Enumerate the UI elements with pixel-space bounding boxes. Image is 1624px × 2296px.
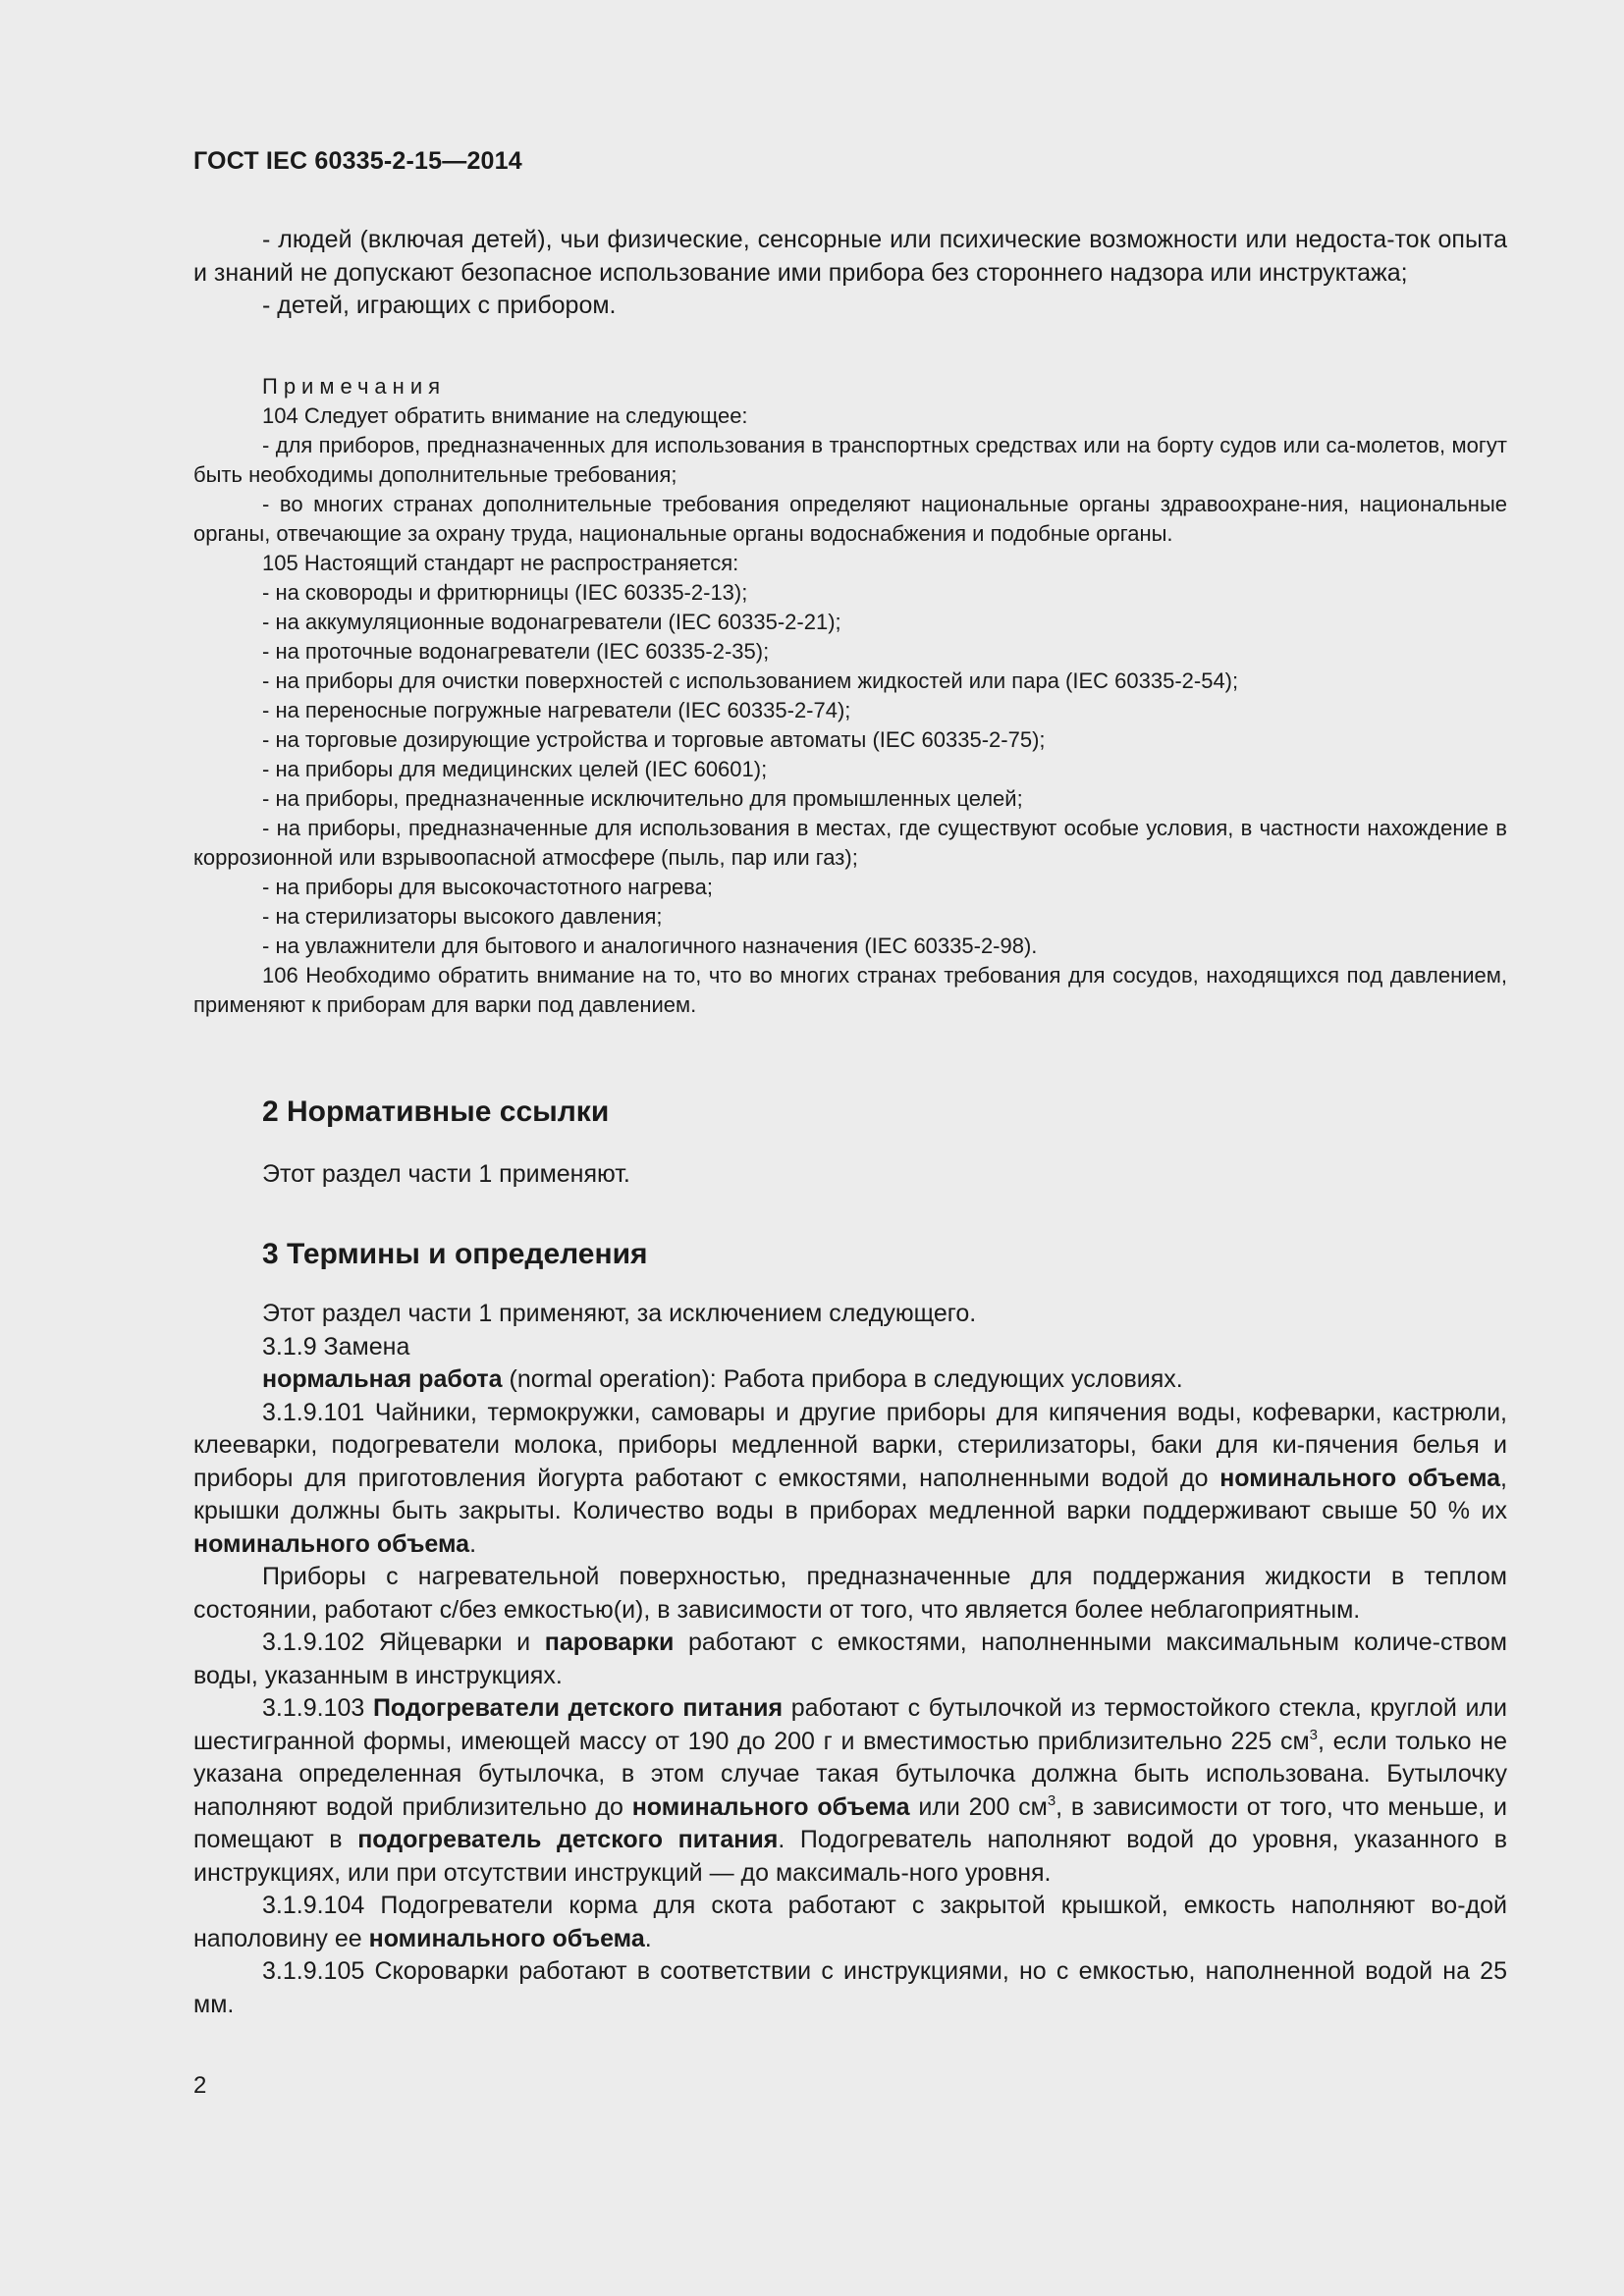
note-line: - на торговые дозирующие устройства и торговые автоматы (IEC 60335-2-75);	[262, 727, 1046, 752]
note-line: - на стерилизаторы высокого давления;	[262, 904, 663, 929]
section2-body	[193, 1158, 1507, 1192]
note-line: - на аккумуляционные водонагреватели (IEC 60335-2-21);	[262, 610, 841, 634]
notes-title: Примечания	[262, 374, 447, 399]
term-rated-volume: номинального объема	[631, 1792, 910, 1821]
paragraph-heating-surface: Приборы с нагревательной поверхностью, предназначенные для поддержания жидкости в теплом состоянии, работают с/без емкостью(и), в зависимости от того, что является более неблагоприятным.	[193, 1563, 1507, 1624]
intro-paragraph: - людей (включая детей), чьи физические, сенсорные или психические возможности или недоста-ток опыта и знаний не допускают безопасное использование ими прибора без стороннего надзора или инструктажа;	[193, 226, 1507, 287]
clause-title: 3.1.9 Замена	[262, 1332, 410, 1361]
term-baby-food-warmer: Подогреватели детского питания	[372, 1694, 784, 1722]
note-line: - на увлажнители для бытового и аналогичного назначения (IEC 60335-2-98).	[262, 934, 1038, 958]
document-header: ГОСТ IEC 60335-2-15—2014	[193, 147, 522, 175]
term-rated-volume: номинального объема	[368, 1924, 645, 1952]
note-line: 104 Следует обратить внимание на следующее:	[262, 403, 748, 428]
note-line: - во многих странах дополнительные требования определяют национальные органы здравоохране-ния, национальные органы, отвечающие за охрану труда, национальные органы водоснабжения и подобные органы.	[193, 492, 1507, 546]
note-line: - на приборы для медицинских целей (IEC 60601);	[262, 757, 768, 781]
defined-term: нормальная работа	[262, 1365, 503, 1393]
section3-body	[193, 1298, 1507, 2021]
page-number: 2	[193, 2072, 207, 2099]
section2-text: Этот раздел части 1 применяют.	[262, 1160, 630, 1188]
clause-104: 3.1.9.104 Подогреватели корма для скота работают с закрытой крышкой, емкость наполняют во-дой наполовину ее номинального объема.	[193, 1892, 1507, 1952]
section-heading: 3 Термины и определения	[262, 1238, 648, 1270]
term-rated-volume: номинального объема	[193, 1529, 470, 1558]
note-line: 105 Настоящий стандарт не распространяется:	[262, 551, 739, 575]
clause-102: 3.1.9.102 Яйцеварки и пароварки работают с емкостями, наполненными максимальным количе-ством воды, указанным в инструкциях.	[193, 1629, 1507, 1689]
definition: нормальная работа (normal operation): Работа прибора в следующих условиях.	[262, 1365, 1183, 1393]
intro-block	[193, 224, 1507, 323]
section3-intro: Этот раздел части 1 применяют, за исключением следующего.	[262, 1300, 977, 1327]
note-line: - на приборы для высокочастотного нагрева;	[262, 875, 713, 899]
section-heading: 2 Нормативные ссылки	[262, 1095, 610, 1128]
term-steamer: пароварки	[544, 1629, 675, 1656]
clause-101: 3.1.9.101 Чайники, термокружки, самовары и другие приборы для кипячения воды, кофеварки, кастрюли, клееварки, подогреватели молока, приборы медленной варки, стерилизаторы, баки для ки-пячения белья и приборы для приготовления йогурта работают с емкостями, наполненными водой до номинального объема, крышки должны быть закрыты. Количество воды в приборах медленной варки поддерживают свыше 50 % их номинального объема.	[193, 1398, 1507, 1558]
notes-block	[193, 372, 1507, 1020]
clause-105: 3.1.9.105 Скороварки работают в соответствии с инструкциями, но с емкостью, наполненной водой на 25 мм.	[193, 1957, 1507, 2018]
note-line: - для приборов, предназначенных для использования в транспортных средствах или на борту судов или са-молетов, могут быть необходимы дополнительные требования;	[193, 433, 1507, 487]
clause-103: 3.1.9.103 Подогреватели детского питания работают с бутылочкой из термостойкого стекла, круглой или шестигранной формы, имеющей массу от 190 до 200 г и вместимостью приблизительно 225 $см^3$, если только не указана определенная бутылочка, в этом случае такая бутылочка должна быть использована. Бутылочку наполняют водой приблизительно до номинального объема или 200 $см^3$, в зависимости от того, что меньше, и помещают в подогреватель детского питания. Подогреватель наполняют водой до уровня, указанного в инструкциях, или при отсутствии инструкций — до максималь-ного уровня.	[193, 1694, 1507, 1887]
note-line: 106 Необходимо обратить внимание на то, что во многих странах требования для сосудов, находящихся под давлением, применяют к приборам для варки под давлением.	[193, 963, 1507, 1017]
note-line: - на проточные водонагреватели (IEC 60335-2-35);	[262, 639, 770, 664]
intro-paragraph: - детей, играющих с прибором.	[262, 292, 617, 319]
note-line: - на приборы для очистки поверхностей с использованием жидкостей или пара (IEC 60335-2-54);	[262, 668, 1239, 693]
term-baby-food-warmer: подогреватель детского питания	[357, 1826, 779, 1853]
note-line: - на приборы, предназначенные для использования в местах, где существуют особые условия, в частности нахождение в коррозионной или взрывоопасной атмосфере (пыль, пар или газ);	[193, 816, 1507, 870]
note-line: - на приборы, предназначенные исключительно для промышленных целей;	[262, 786, 1023, 811]
note-line: - на сковороды и фритюрницы (IEC 60335-2-13);	[262, 580, 748, 605]
note-line: - на переносные погружные нагреватели (IEC 60335-2-74);	[262, 698, 851, 722]
term-rated-volume: номинального объема	[1219, 1464, 1501, 1492]
